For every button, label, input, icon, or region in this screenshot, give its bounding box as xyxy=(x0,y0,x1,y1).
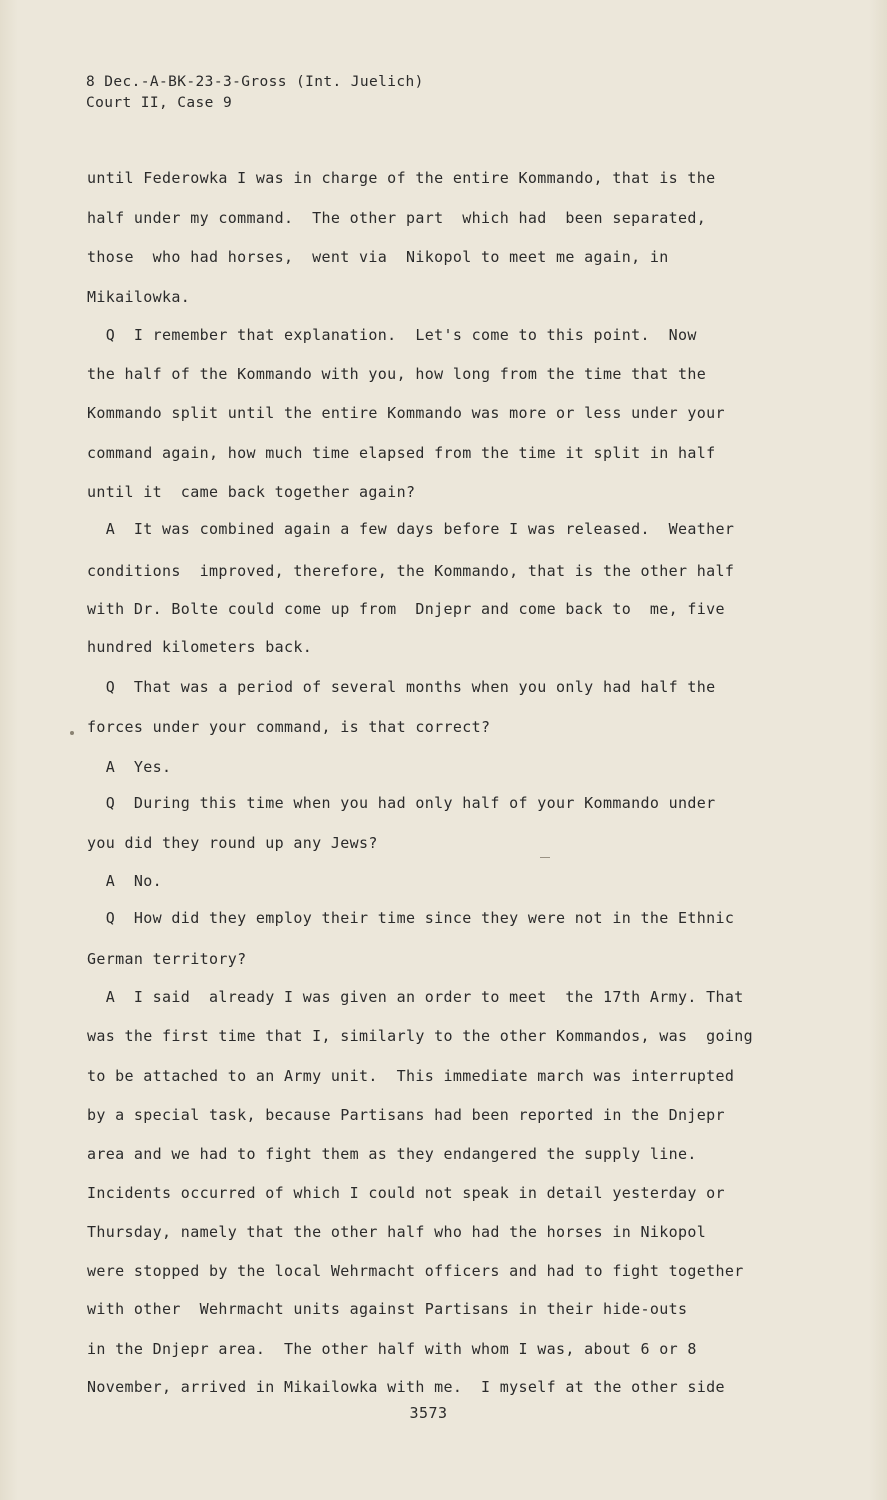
transcript-line: Mikailowka. xyxy=(87,288,191,306)
transcript-line: A It was combined again a few days before I was released. Weather xyxy=(87,520,735,538)
transcript-line: November, arrived in Mikailowka with me. I myself at the other side xyxy=(87,1378,725,1396)
transcript-line: forces under your command, is that correct? xyxy=(87,718,491,736)
transcript-line: A No. xyxy=(87,872,163,890)
transcript-line: until Federowka I was in charge of the entire Kommando, that is the xyxy=(87,169,716,187)
transcript-line: in the Dnjepr area. The other half with whom I was, about 6 or 8 xyxy=(87,1340,697,1358)
paper-speck xyxy=(70,731,74,735)
transcript-line: Q How did they employ their time since they were not in the Ethnic xyxy=(87,909,735,927)
transcript-line: you did they round up any Jews? xyxy=(87,834,378,852)
transcript-line: Thursday, namely that the other half who had the horses in Nikopol xyxy=(87,1223,707,1241)
paper-mark xyxy=(540,857,550,858)
page-number: 3573 xyxy=(409,1404,448,1422)
transcript-line: were stopped by the local Wehrmacht officers and had to fight together xyxy=(87,1262,744,1280)
transcript-line: those who had horses, went via Nikopol to meet me again, in xyxy=(87,248,669,266)
header-reference: 8 Dec.-A-BK-23-3-Gross (Int. Juelich) xyxy=(86,74,424,90)
transcript-line: by a special task, because Partisans had been reported in the Dnjepr xyxy=(87,1106,725,1124)
transcript-line: hundred kilometers back. xyxy=(87,638,313,656)
transcript-line: conditions improved, therefore, the Kommando, that is the other half xyxy=(87,562,735,580)
transcript-line: German territory? xyxy=(87,950,247,968)
transcript-line: area and we had to fight them as they endangered the supply line. xyxy=(87,1145,697,1163)
transcript-line: with other Wehrmacht units against Partisans in their hide-outs xyxy=(87,1300,688,1318)
transcript-line: the half of the Kommando with you, how long from the time that the xyxy=(87,365,707,383)
transcript-line: half under my command. The other part which had been separated, xyxy=(87,209,707,227)
transcript-line: to be attached to an Army unit. This immediate march was interrupted xyxy=(87,1067,735,1085)
transcript-line: Q During this time when you had only half of your Kommando under xyxy=(87,794,716,812)
transcript-line: command again, how much time elapsed from the time it split in half xyxy=(87,444,716,462)
transcript-line: A Yes. xyxy=(87,758,172,776)
transcript-line: was the first time that I, similarly to the other Kommandos, was going xyxy=(87,1027,754,1045)
transcript-line: A I said already I was given an order to meet the 17th Army. That xyxy=(87,988,744,1006)
transcript-line: Incidents occurred of which I could not speak in detail yesterday or xyxy=(87,1184,725,1202)
transcript-line: Q That was a period of several months when you only had half the xyxy=(87,678,716,696)
transcript-line: until it came back together again? xyxy=(87,483,416,501)
transcript-line: Q I remember that explanation. Let's come to this point. Now xyxy=(87,326,697,344)
transcript-line: with Dr. Bolte could come up from Dnjepr and come back to me, five xyxy=(87,600,725,618)
header-court-case: Court II, Case 9 xyxy=(86,95,233,111)
transcript-line: Kommando split until the entire Kommando was more or less under your xyxy=(87,404,725,422)
